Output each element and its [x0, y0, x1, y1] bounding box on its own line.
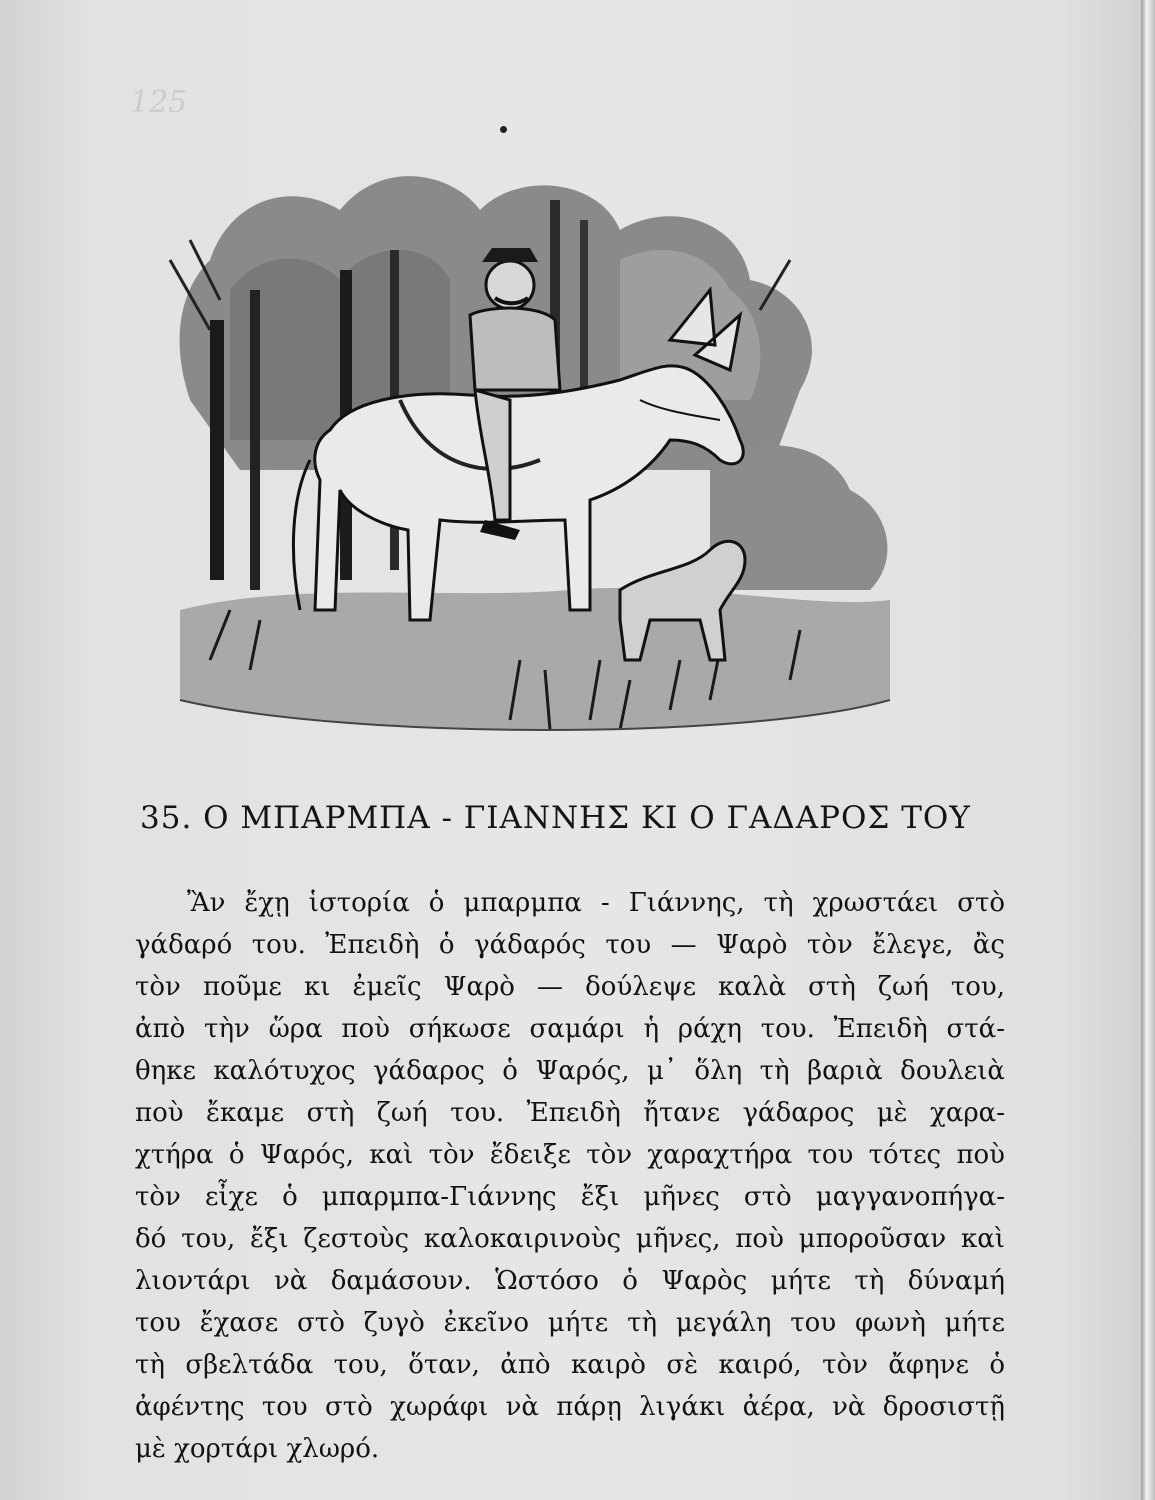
text-line: του ἔχασε στὸ ζυγὸ ἐκεῖνο μήτε τὴ μεγάλη του φωνὴ μήτε [135, 1308, 1005, 1338]
text-line: τὸν εἶχε ὁ μπαρμπα-Γιάννης ἔξι μῆνες στὸ μαγγανοπήγα- [135, 1182, 1005, 1212]
text-line: τὴ σβελτάδα του, ὅταν, ἀπὸ καιρὸ σὲ καιρό, τὸν ἄφηνε ὁ [135, 1350, 1005, 1380]
man-riding-donkey-illustration [150, 140, 910, 770]
ground [180, 588, 890, 730]
text-line: δό του, ἔξι ζεστοὺς καλοκαιρινοὺς μῆνες, ποὺ μποροῦσαν καὶ [135, 1224, 1005, 1254]
text-line: ἀπὸ τὴν ὥρα ποὺ σήκωσε σαμάρι ἡ ράχη του. Ἐπειδὴ στά- [135, 1014, 1005, 1044]
text-line: μὲ χορτάρι χλωρό. [135, 1434, 380, 1464]
show-through-text: 125 [130, 85, 188, 120]
chapter-paragraph [135, 882, 1005, 1470]
text-line: γάδαρό του. Ἐπειδὴ ὁ γάδαρός του — Ψαρὸ τὸν ἔλεγε, ἂς [135, 930, 1005, 960]
chapter-heading: 35. Ο ΜΠΑΡΜΠΑ - ΓΙΑΝΝΗΣ ΚΙ Ο ΓΑΔΑΡΟΣ ΤΟΥ [140, 800, 971, 836]
text-line: χτήρα ὁ Ψαρός, καὶ τὸν ἔδειξε τὸν χαραχτήρα του τότες ποὺ [135, 1140, 1005, 1170]
text-line: θηκε καλότυχος γάδαρος ὁ Ψαρός, μ᾽ ὅλη τὴ βαριὰ δουλειὰ [135, 1056, 1005, 1086]
text-line: Ἂν ἔχῃ ἱστορία ὁ μπαρμπα - Γιάννης, τὴ χρωστάει στὸ [187, 888, 1005, 918]
text-line: λιοντάρι νὰ δαμάσουν. Ὡστόσο ὁ Ψαρὸς μήτε τὴ δύναμή [135, 1266, 1005, 1296]
text-line: τὸν ποῦμε κι ἐμεῖς Ψαρὸ — δούλεψε καλὰ στὴ ζωή του, [135, 972, 1005, 1002]
page-edge [1141, 0, 1155, 1500]
ink-dot [500, 126, 507, 133]
text-line: ποὺ ἔκαμε στὴ ζωή του. Ἐπειδὴ ἤτανε γάδαρος μὲ χαρα- [135, 1098, 1005, 1128]
text-line: ἀφέντης του στὸ χωράφι νὰ πάρῃ λιγάκι ἀέρα, νὰ δροσιστῇ [135, 1392, 1005, 1422]
